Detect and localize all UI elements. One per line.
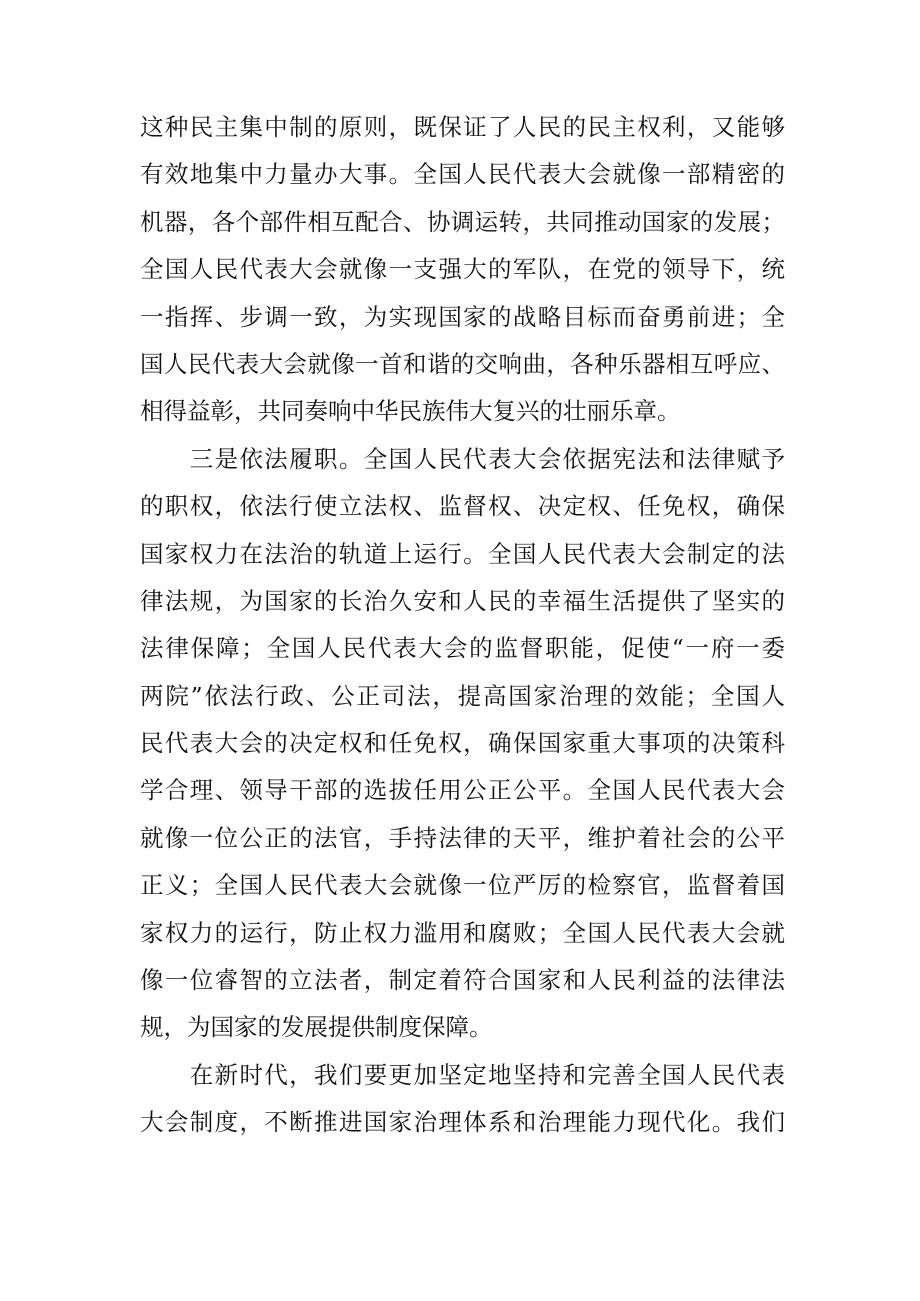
- text-line: 律法规，为国家的长治久安和人民的幸福生活提供了坚实的: [140, 586, 785, 615]
- text-line: 正义；全国人民代表大会就像一位严厉的检察官，监督着国: [140, 871, 785, 900]
- text-line: 家权力的运行，防止权力滥用和腐败；全国人民代表大会就: [140, 918, 785, 947]
- text-line: 民代表大会的决定权和任免权，确保国家重大事项的决策科: [140, 729, 785, 758]
- text-line: 像一位睿智的立法者，制定着符合国家和人民利益的法律法: [140, 966, 785, 995]
- body-text: [140, 104, 785, 1147]
- text-line: 机器，各个部件相互配合、协调运转，共同推动国家的发展；: [140, 207, 785, 236]
- text-line: 大会制度，不断推进国家治理体系和治理能力现代化。我们: [140, 1108, 785, 1137]
- text-line: 有效地集中力量办大事。全国人民代表大会就像一部精密的: [140, 160, 785, 189]
- text-line: 规，为国家的发展提供制度保障。: [140, 1013, 493, 1042]
- text-line: 国人民代表大会就像一首和谐的交响曲，各种乐器相互呼应、: [140, 349, 785, 378]
- text-line: 全国人民代表大会就像一支强大的军队，在党的领导下，统: [140, 255, 785, 284]
- text-line: 一指挥、步调一致，为实现国家的战略目标而奋勇前进；全: [140, 302, 785, 331]
- text-line: 就像一位公正的法官，手持法律的天平，维护着社会的公平: [140, 823, 785, 852]
- text-line: 法律保障；全国人民代表大会的监督职能，促使“一府一委: [140, 634, 785, 663]
- text-line: 三是依法履职。全国人民代表大会依据宪法和法律赋予: [140, 444, 785, 473]
- text-line: 相得益彰，共同奏响中华民族伟大复兴的壮丽乐章。: [140, 397, 681, 426]
- text-line: 国家权力在法治的轨道上运行。全国人民代表大会制定的法: [140, 539, 785, 568]
- text-line: 学合理、领导干部的选拔任用公正公平。全国人民代表大会: [140, 776, 785, 805]
- text-line: 两院”依法行政、公正司法，提高国家治理的效能；全国人: [140, 681, 785, 710]
- text-line: 这种民主集中制的原则，既保证了人民的民主权利，又能够: [140, 113, 785, 141]
- text-line: 在新时代，我们要更加坚定地坚持和完善全国人民代表: [140, 1060, 785, 1089]
- text-line: 的职权，依法行使立法权、监督权、决定权、任免权，确保: [140, 492, 785, 521]
